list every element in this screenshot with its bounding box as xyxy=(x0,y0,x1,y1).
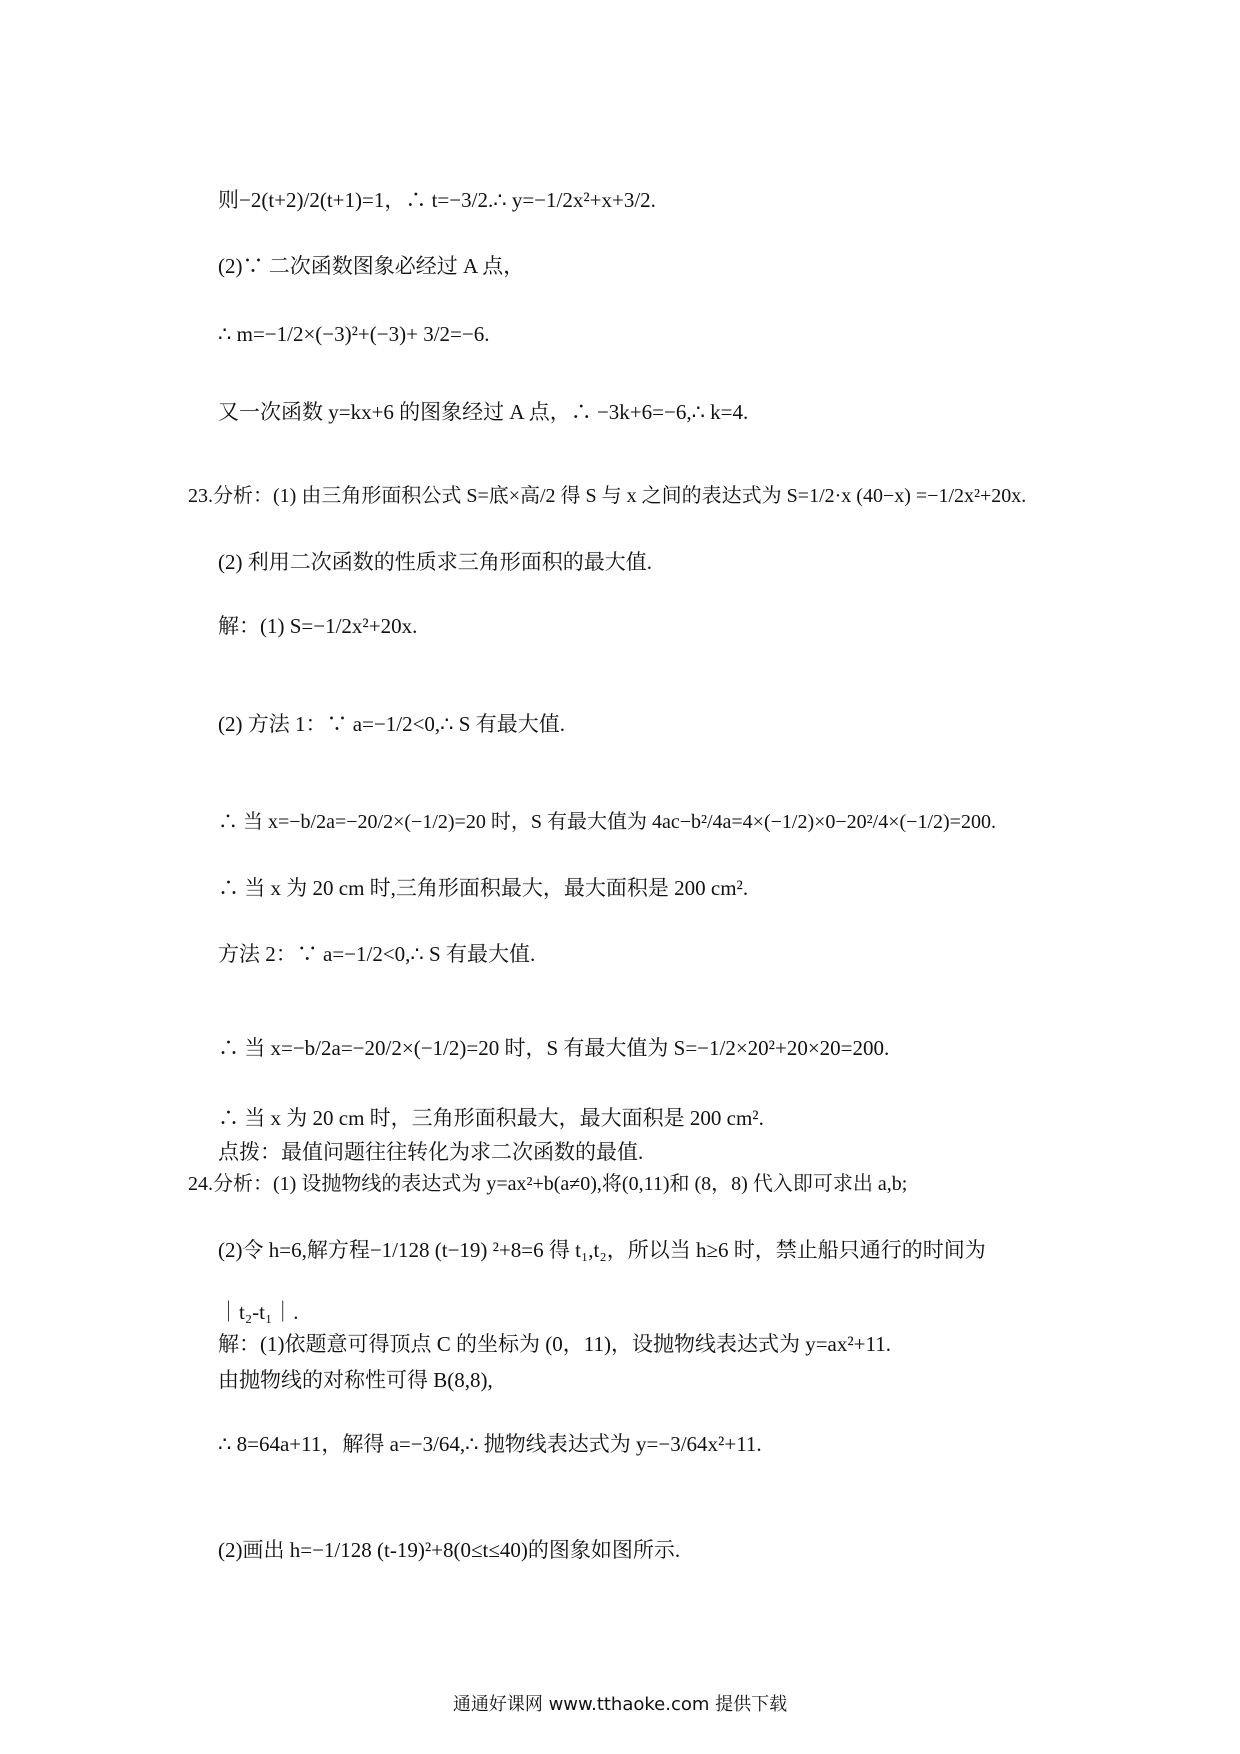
text-line: (2)令 h=6,解方程−1/128 (t−19) ²+8=6 得 t₁,t₂，所以当 h≥6 时，禁止船只通行的时间为 xyxy=(218,1238,986,1262)
text-line: (2)∵ 二次函数图象必经过 A 点， xyxy=(218,254,525,278)
text-line: 解：(1)依题意可得顶点 C 的坐标为 (0，11)，设抛物线表达式为 y=ax²+11. xyxy=(218,1332,891,1356)
text-line: 23.分析：(1) 由三角形面积公式 S=底×高/2 得 S 与 x 之间的表达式为 S=1/2·x (40−x) =−1/2x²+20x. xyxy=(188,485,1027,507)
text-line: ∴ 当 x=−b/2a=−20/2×(−1/2)=20 时，S 有最大值为 4ac−b²/4a=4×(−1/2)×0−20²/4×(−1/2)=200. xyxy=(218,811,996,833)
text-line: 24.分析：(1) 设抛物线的表达式为 y=ax²+b(a≠0),将(0,11)和 (8，8) 代入即可求出 a,b; xyxy=(188,1173,908,1195)
text-line: 又一次函数 y=kx+6 的图象经过 A 点，∴ −3k+6=−6,∴ k=4. xyxy=(218,400,749,424)
text-line: (2) 利用二次函数的性质求三角形面积的最大值. xyxy=(218,550,652,574)
text-line: ∴ 当 x 为 20 cm 时，三角形面积最大，最大面积是 200 cm². xyxy=(218,1106,764,1130)
text-line: 解：(1) S=−1/2x²+20x. xyxy=(218,614,418,638)
text-line: 方法 2：∵ a=−1/2<0,∴ S 有最大值. xyxy=(218,942,536,966)
text-line: (2) 方法 1：∵ a=−1/2<0,∴ S 有最大值. xyxy=(218,712,565,736)
text-line: ∴ 当 x=−b/2a=−20/2×(−1/2)=20 时，S 有最大值为 S=−1/2×20²+20×20=200. xyxy=(218,1036,890,1060)
page-footer: 通通好课网 www.tthaoke.com 提供下载 xyxy=(452,1694,788,1715)
text-line: ∴ 8=64a+11，解得 a=−3/64,∴ 抛物线表达式为 y=−3/64x²+11. xyxy=(218,1432,762,1456)
text-line: 点拨：最值问题往往转化为求二次函数的最值. xyxy=(218,1140,644,1164)
text-line: ∴ m=−1/2×(−3)²+(−3)+ 3/2=−6. xyxy=(218,322,490,346)
text-line: ∴ 当 x 为 20 cm 时,三角形面积最大，最大面积是 200 cm². xyxy=(218,876,749,900)
text-line: 由抛物线的对称性可得 B(8,8), xyxy=(218,1368,493,1392)
text-line: ｜t₂-t₁｜. xyxy=(218,1300,299,1324)
text-line: (2)画出 h=−1/128 (t-19)²+8(0≤t≤40)的图象如图所示. xyxy=(218,1538,681,1562)
text-line: 则−2(t+2)/2(t+1)=1，∴ t=−3/2.∴ y=−1/2x²+x+3/2. xyxy=(218,188,656,212)
